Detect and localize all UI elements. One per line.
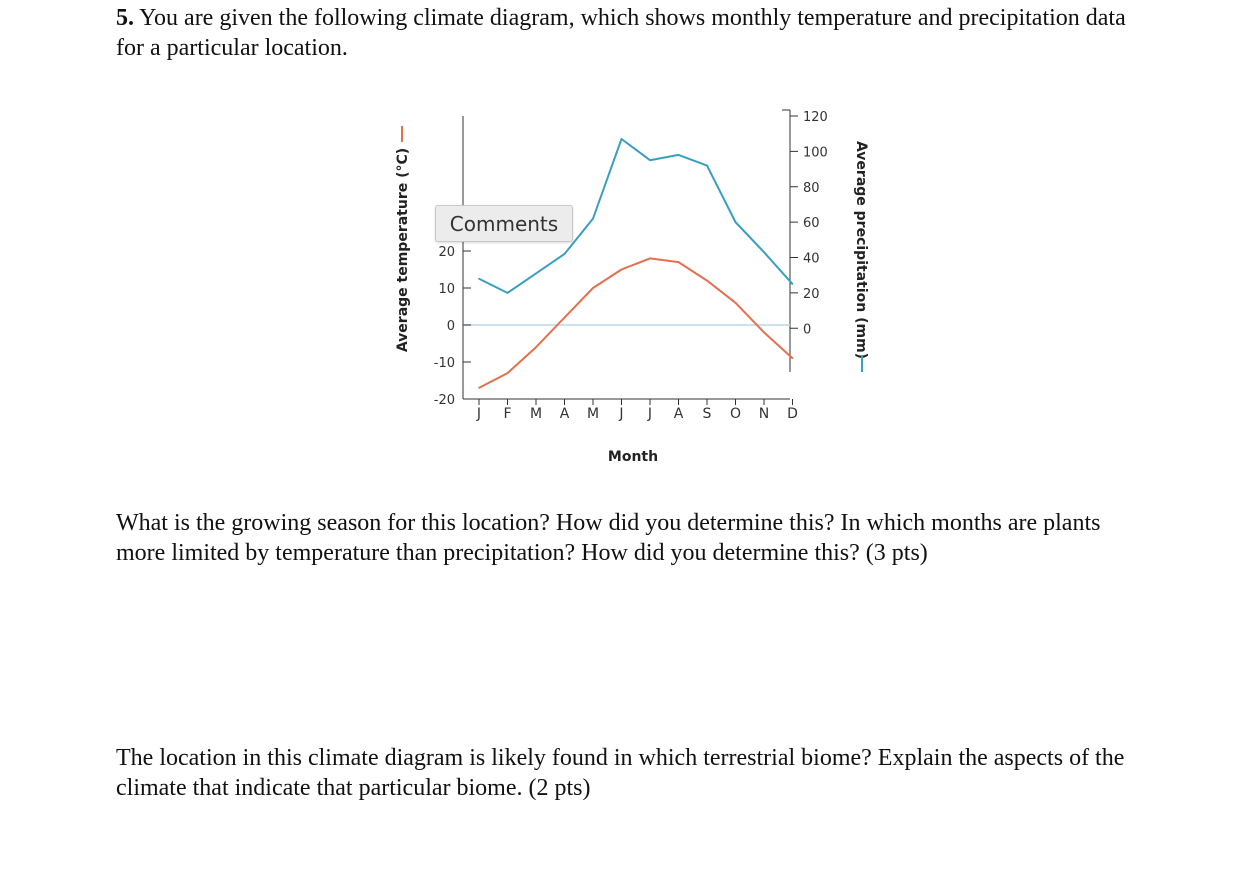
right-tick-label: 0: [803, 322, 812, 338]
right-tick-label: 40: [803, 251, 820, 267]
left-tick-label: -20: [433, 393, 455, 408]
precipitation-point: [792, 283, 794, 285]
right-axis-title: Average precipitation (mm): [853, 140, 869, 360]
month-label: N: [758, 406, 770, 422]
right-tick-label: 20: [803, 286, 820, 302]
month-label: J: [619, 406, 624, 422]
month-label: F: [503, 406, 512, 422]
month-label: M: [586, 406, 600, 422]
left-tick-label: 20: [438, 245, 455, 260]
month-label: O: [729, 406, 742, 422]
left-axis-title: Average temperature (°C): [395, 147, 411, 353]
x-axis-title: Month: [607, 449, 659, 465]
temperature-point: [706, 280, 708, 282]
month-label: J: [647, 406, 653, 422]
precipitation-point: [507, 292, 509, 294]
month-label: M: [529, 406, 543, 422]
temperature-point: [478, 387, 480, 389]
left-tick-label: -10: [433, 356, 455, 371]
question-number: 5.: [116, 5, 134, 31]
left-axis-title-group: [395, 126, 411, 352]
comments-button[interactable]: Comments: [435, 205, 573, 242]
temperature-point: [678, 261, 680, 263]
month-label: S: [702, 406, 712, 422]
right-tick-label: 120: [803, 110, 828, 125]
precipitation-point: [678, 154, 680, 156]
temperature-point: [735, 302, 737, 304]
temperature-point: [763, 332, 765, 334]
precipitation-point: [621, 138, 623, 140]
precipitation-point: [735, 221, 737, 223]
precipitation-point: [649, 159, 651, 161]
temperature-point: [507, 372, 509, 374]
right-tick-label: 60: [803, 216, 820, 232]
growing-season-question: What is the growing season for this location? How did you determine this? In which months are plants more limited by temperature than precipitation? How did you determine this? (3 pts): [116, 510, 1101, 566]
temperature-point: [792, 358, 794, 360]
precipitation-point: [478, 278, 480, 280]
precipitation-point: [564, 253, 566, 255]
left-tick-label: 0: [446, 319, 455, 334]
precipitation-point: [592, 218, 594, 220]
temperature-point: [649, 258, 651, 260]
precipitation-point: [535, 273, 537, 275]
question-intro-text: You are given the following climate diagram, which shows monthly temperature and precipitation data for a particular location.: [116, 5, 1126, 61]
temperature-line: [479, 258, 793, 388]
right-tick-label: 100: [803, 145, 828, 161]
month-label: A: [559, 406, 570, 422]
month-label: J: [476, 406, 482, 422]
month-label: D: [787, 406, 798, 422]
right-tick-label: 80: [803, 180, 820, 196]
temperature-point: [621, 269, 623, 271]
month-label: A: [673, 406, 684, 422]
temperature-point: [564, 317, 566, 319]
precipitation-point: [763, 251, 765, 253]
precipitation-point: [706, 165, 708, 167]
biome-question: The location in this climate diagram is likely found in which terrestrial biome? Explain the aspects of the climate that indicate that particular biome. (2 pts): [116, 745, 1125, 801]
temperature-point: [535, 346, 537, 348]
right-axis-title-group: [853, 141, 869, 372]
temperature-point: [592, 287, 594, 289]
left-tick-label: 10: [438, 282, 455, 297]
